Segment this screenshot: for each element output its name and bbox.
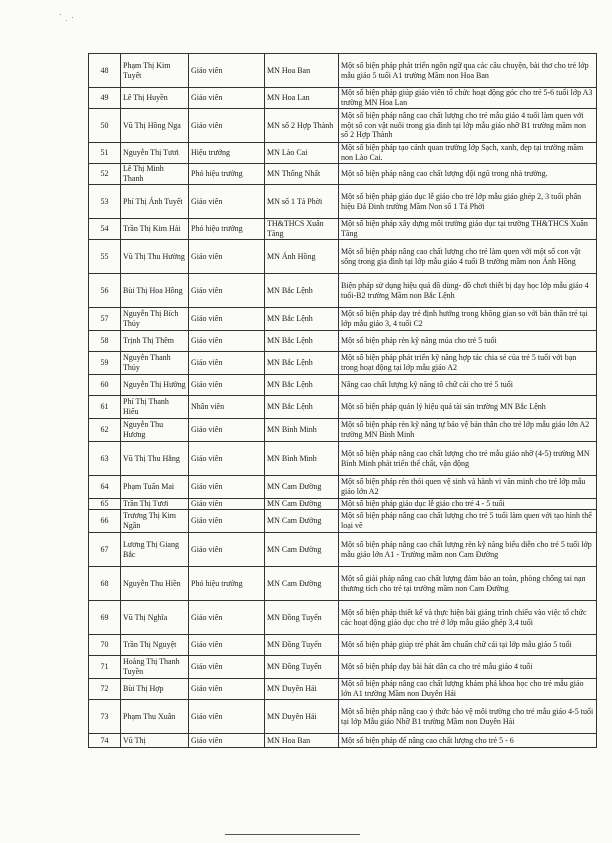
position: Phó hiệu trưởng [189, 164, 265, 185]
row-number: 73 [89, 700, 121, 734]
initiative-title: Một số biện pháp nâng cao ý thức bảo vệ môi trường cho trẻ mẫu giáo 4-5 tuổi tại lớp Mẫu giáo Nhỡ B1 trường Mầm non Duyên Hải [339, 700, 597, 734]
person-name: Vũ Thị Hồng Nga [121, 109, 189, 143]
row-number: 60 [89, 375, 121, 396]
school-unit: MN Đồng Tuyển [265, 656, 339, 679]
bottom-rule [225, 834, 360, 835]
position: Giáo viên [189, 734, 265, 748]
school-unit: MN số 1 Tả Phời [265, 185, 339, 219]
person-name: Hoàng Thị Thanh Tuyền [121, 656, 189, 679]
initiative-title: Một số biện pháp để nâng cao chất lượng cho trẻ 5 - 6 [339, 734, 597, 748]
table-row [89, 164, 597, 185]
school-unit: MN Bắc Lệnh [265, 352, 339, 375]
position: Giáo viên [189, 331, 265, 352]
position: Giáo viên [189, 54, 265, 88]
table-row [89, 499, 597, 510]
row-number: 65 [89, 499, 121, 510]
school-unit: MN Bắc Lệnh [265, 396, 339, 419]
position: Giáo viên [189, 635, 265, 656]
table-row [89, 331, 597, 352]
initiatives-table [88, 53, 597, 748]
table-row [89, 510, 597, 533]
person-name: Nguyễn Thị Bích Thủy [121, 308, 189, 331]
person-name: Trần Thị Nguyệt [121, 635, 189, 656]
person-name: Bùi Thị Hợp [121, 679, 189, 700]
row-number: 72 [89, 679, 121, 700]
school-unit: MN Cam Đường [265, 510, 339, 533]
table-row [89, 734, 597, 748]
row-number: 53 [89, 185, 121, 219]
initiative-title: Một số biện pháp nâng cao chất lượng cho trẻ làm quen với một số con vật sống trong gia đình tại lớp mẫu giáo 4 tuổi B trường mầm non Ánh Hồng [339, 240, 597, 274]
initiative-title: Một số giải pháp nâng cao chất lượng đảm bảo an toàn, phòng chống tai nạn thương tích cho trẻ tại trường mầm non Cam Đường [339, 567, 597, 601]
school-unit: MN Bắc Lệnh [265, 375, 339, 396]
school-unit: MN Lào Cai [265, 143, 339, 164]
table-row [89, 396, 597, 419]
row-number: 59 [89, 352, 121, 375]
row-number: 62 [89, 419, 121, 442]
initiative-title: Một số biện pháp nâng cao chất lượng đội ngũ trong nhà trường. [339, 164, 597, 185]
initiative-title: Một số biện pháp phát triển kỹ năng hợp tác chia sẻ của trẻ 5 tuổi với bạn trong hoạt động tại lớp mẫu giáo A2 [339, 352, 597, 375]
initiative-title: Một số biện pháp dạy trẻ định hướng trong không gian so với bản thân trẻ tại lớp mẫu giáo 3, 4 tuổi C2 [339, 308, 597, 331]
scan-speck [72, 17, 73, 18]
position: Giáo viên [189, 533, 265, 567]
table-row [89, 185, 597, 219]
initiative-title: Một số biện pháp quản lý hiệu quả tài sản trường MN Bắc Lệnh [339, 396, 597, 419]
person-name: Nguyễn Thu Hiền [121, 567, 189, 601]
school-unit: MN Cam Đường [265, 567, 339, 601]
initiative-title: Một số biện pháp nâng cao chất lượng cho trẻ mẫu giáo 4 tuổi làm quen với một số con vật nuôi trong gia đình tại lớp mẫu giáo nhỡ B1 trường mầm non số 2 Hợp Thành [339, 109, 597, 143]
person-name: Bùi Thị Hoa Hồng [121, 274, 189, 308]
initiative-title: Một số biện pháp phát triển ngôn ngữ qua các câu chuyện, bài thơ cho trẻ lớp mẫu giáo 5 tuổi A1 trường Mầm non Hoa Ban [339, 54, 597, 88]
initiative-title: Nâng cao chất lượng kỹ năng tô chữ cái cho trẻ 5 tuổi [339, 375, 597, 396]
row-number: 51 [89, 143, 121, 164]
position: Giáo viên [189, 308, 265, 331]
person-name: Trần Thị Tươi [121, 499, 189, 510]
school-unit: MN Bắc Lệnh [265, 331, 339, 352]
table-row [89, 635, 597, 656]
initiative-title: Một số biện pháp nâng cao chất lượng khám phá khoa học cho trẻ mẫu giáo lớn A1 trường Mầm non Duyên Hải [339, 679, 597, 700]
row-number: 67 [89, 533, 121, 567]
table-row [89, 567, 597, 601]
position: Phó hiệu trưởng [189, 567, 265, 601]
position: Giáo viên [189, 442, 265, 476]
school-unit: MN Duyên Hải [265, 700, 339, 734]
table-row [89, 601, 597, 635]
position: Giáo viên [189, 109, 265, 143]
school-unit: MN Đồng Tuyển [265, 601, 339, 635]
person-name: Nguyễn Thị Tươi [121, 143, 189, 164]
scan-speck [60, 14, 61, 15]
table-row [89, 419, 597, 442]
person-name: Vũ Thị Nghĩa [121, 601, 189, 635]
position: Giáo viên [189, 240, 265, 274]
initiative-title: Một số biện pháp xây dựng môi trường giáo dục tại trường TH&THCS Xuân Tăng [339, 219, 597, 240]
row-number: 71 [89, 656, 121, 679]
person-name: Lê Thị Minh Thanh [121, 164, 189, 185]
scan-speck [66, 20, 67, 21]
person-name: Trịnh Thị Thêm [121, 331, 189, 352]
position: Giáo viên [189, 700, 265, 734]
position: Giáo viên [189, 476, 265, 499]
row-number: 66 [89, 510, 121, 533]
person-name: Trần Thị Kim Hải [121, 219, 189, 240]
school-unit: MN Duyên Hải [265, 679, 339, 700]
school-unit: MN Đồng Tuyển [265, 635, 339, 656]
row-number: 74 [89, 734, 121, 748]
table-row [89, 88, 597, 109]
row-number: 52 [89, 164, 121, 185]
school-unit: MN Cam Đường [265, 476, 339, 499]
initiative-title: Một số biện pháp giúp trẻ phát âm chuẩn chữ cái tại lớp mẫu giáo 5 tuổi [339, 635, 597, 656]
person-name: Vũ Thị [121, 734, 189, 748]
person-name: Nguyễn Thu Hương [121, 419, 189, 442]
row-number: 55 [89, 240, 121, 274]
position: Giáo viên [189, 185, 265, 219]
table-row [89, 656, 597, 679]
person-name: Vũ Thị Thu Hường [121, 240, 189, 274]
initiative-title: Một số biện pháp dạy bài hát dân ca cho trẻ mẫu giáo 4 tuổi [339, 656, 597, 679]
person-name: Vũ Thị Thu Hằng [121, 442, 189, 476]
initiative-title: Một số biện pháp nâng cao chất lượng rèn kỹ năng biểu diễn cho trẻ 5 tuổi lớp mẫu giáo lớn A1 - Trường mầm non Cam Đường [339, 533, 597, 567]
school-unit: MN Hoa Ban [265, 734, 339, 748]
position: Giáo viên [189, 419, 265, 442]
school-unit: MN Cam Đường [265, 533, 339, 567]
initiative-title: Một số biện pháp nâng cao chất lượng cho trẻ mẫu giáo nhỡ (4-5) trường MN Bình Minh phát triển thể chất, vận động [339, 442, 597, 476]
row-number: 56 [89, 274, 121, 308]
table-row [89, 700, 597, 734]
school-unit: MN Bình Minh [265, 442, 339, 476]
table-row [89, 476, 597, 499]
school-unit: MN Hoa Lan [265, 88, 339, 109]
school-unit: MN Hoa Ban [265, 54, 339, 88]
school-unit: MN số 2 Hợp Thành [265, 109, 339, 143]
position: Giáo viên [189, 510, 265, 533]
row-number: 64 [89, 476, 121, 499]
table-row [89, 679, 597, 700]
row-number: 63 [89, 442, 121, 476]
table-row [89, 308, 597, 331]
position: Giáo viên [189, 679, 265, 700]
school-unit: MN Thống Nhất [265, 164, 339, 185]
person-name: Phạm Thị Kim Tuyết [121, 54, 189, 88]
row-number: 48 [89, 54, 121, 88]
person-name: Phạm Tuấn Mai [121, 476, 189, 499]
initiative-title: Một số biện pháp rèn kỹ năng tự bảo vệ bản thân cho trẻ lớp mẫu giáo lớn A2 trường MN Bình Minh [339, 419, 597, 442]
position: Giáo viên [189, 352, 265, 375]
position: Hiệu trưởng [189, 143, 265, 164]
position: Giáo viên [189, 499, 265, 510]
table-row [89, 143, 597, 164]
table-row [89, 219, 597, 240]
position: Nhân viên [189, 396, 265, 419]
person-name: Nguyễn Thanh Thủy [121, 352, 189, 375]
initiative-title: Một số biện pháp thiết kế và thực hiện bài giảng trình chiếu vào việc tổ chức các hoạt động giáo dục cho trẻ ở lớp mẫu giáo ghép 3,4 tuổi [339, 601, 597, 635]
person-name: Lê Thị Huyền [121, 88, 189, 109]
initiative-title: Biện pháp sử dụng hiệu quả đồ dùng- đồ chơi thiết bị dạy học lớp mẫu giáo 4 tuổi-B2 trường Mầm non Bắc Lệnh [339, 274, 597, 308]
table-row [89, 533, 597, 567]
position: Giáo viên [189, 375, 265, 396]
row-number: 68 [89, 567, 121, 601]
position: Phó hiệu trưởng [189, 219, 265, 240]
position: Giáo viên [189, 656, 265, 679]
initiative-title: Một số biện pháp tạo cảnh quan trường lớp Sạch, xanh, đẹp tại trường mầm non Lào Cai. [339, 143, 597, 164]
initiative-title: Một số biện pháp giáo dục lễ giáo cho trẻ lớp mẫu giáo ghép 2, 3 tuổi phân hiệu Đá Đinh trường Mầm Non số 1 Tả Phời [339, 185, 597, 219]
row-number: 49 [89, 88, 121, 109]
row-number: 58 [89, 331, 121, 352]
table-body [89, 54, 597, 748]
table-row [89, 442, 597, 476]
table-row [89, 109, 597, 143]
person-name: Phí Thị Ánh Tuyết [121, 185, 189, 219]
row-number: 54 [89, 219, 121, 240]
table-row [89, 274, 597, 308]
person-name: Lương Thị Giang Bắc [121, 533, 189, 567]
school-unit: MN Ánh Hồng [265, 240, 339, 274]
initiative-title: Một số biện pháp giáo dục lễ giáo cho trẻ 4 - 5 tuổi [339, 499, 597, 510]
table-row [89, 240, 597, 274]
person-name: Nguyễn Thị Hường [121, 375, 189, 396]
row-number: 57 [89, 308, 121, 331]
initiative-title: Một số biện pháp giúp giáo viên tổ chức hoạt động góc cho trẻ 5-6 tuổi lớp A3 trường MN Hoa Lan [339, 88, 597, 109]
row-number: 69 [89, 601, 121, 635]
school-unit: MN Bắc Lệnh [265, 274, 339, 308]
school-unit: MN Bắc Lệnh [265, 308, 339, 331]
school-unit: TH&THCS Xuân Tăng [265, 219, 339, 240]
table-row [89, 352, 597, 375]
table-row [89, 375, 597, 396]
person-name: Phí Thị Thanh Hiếu [121, 396, 189, 419]
person-name: Phạm Thu Xuân [121, 700, 189, 734]
initiative-title: Một số biện pháp rèn kỹ năng múa cho trẻ 5 tuổi [339, 331, 597, 352]
position: Giáo viên [189, 88, 265, 109]
position: Giáo viên [189, 601, 265, 635]
row-number: 70 [89, 635, 121, 656]
row-number: 50 [89, 109, 121, 143]
person-name: Trương Thị Kim Ngân [121, 510, 189, 533]
school-unit: MN Bình Minh [265, 419, 339, 442]
school-unit: MN Cam Đường [265, 499, 339, 510]
table-row [89, 54, 597, 88]
initiative-title: Một số biện pháp nâng cao chất lượng cho trẻ 5 tuổi làm quen với tạo hình thể loại vẽ [339, 510, 597, 533]
position: Giáo viên [189, 274, 265, 308]
initiative-title: Một số biện pháp rèn thói quen vệ sinh và hành vi văn minh cho trẻ lớp mẫu giáo lớn A2 [339, 476, 597, 499]
row-number: 61 [89, 396, 121, 419]
